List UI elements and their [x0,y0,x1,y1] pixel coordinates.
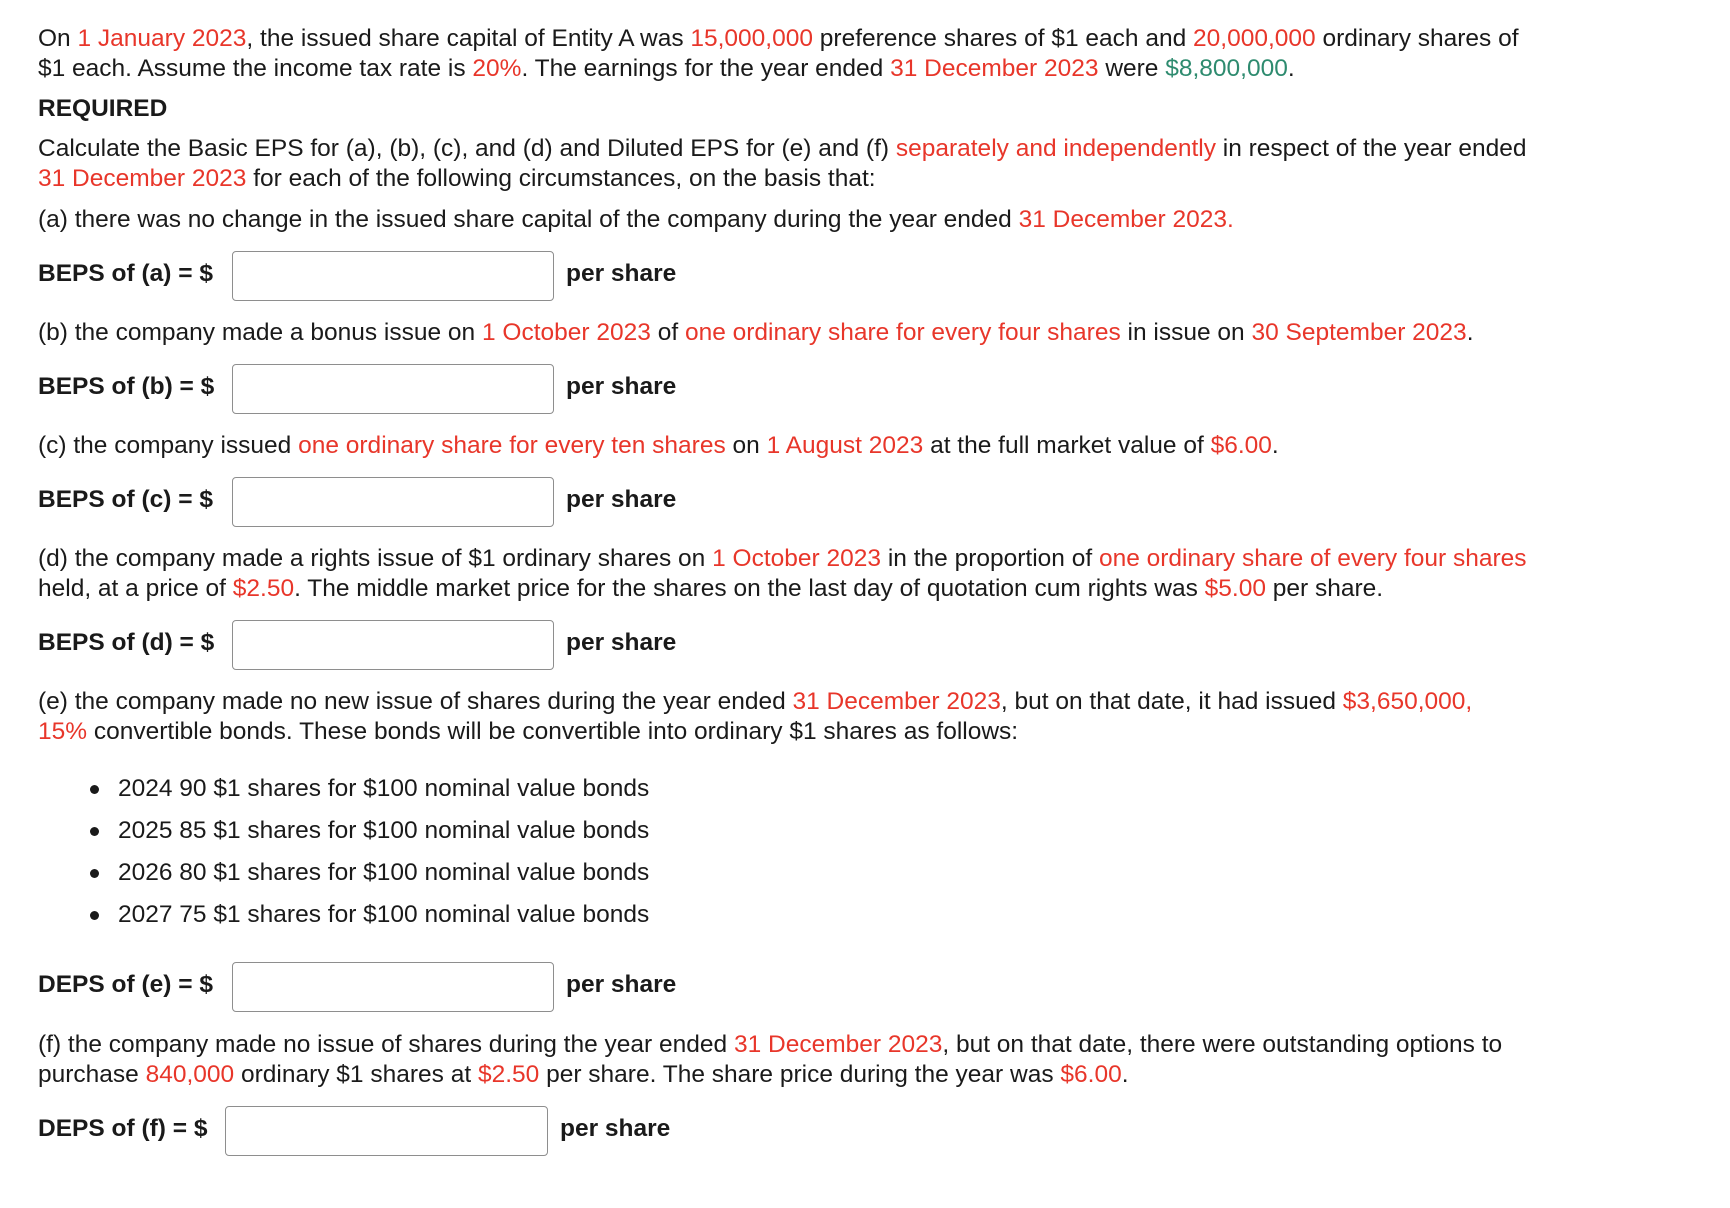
deps-e-input[interactable] [232,962,554,1012]
part-c-ratio: one ordinary share for every ten shares [298,432,726,459]
part-c-description: at the full market value of [923,432,1211,459]
beps-a-label: BEPS of (a) = $ [38,260,213,287]
conversion-term: 2027 75 $1 shares for $100 nominal value bonds [118,901,650,928]
deps-e-unit: per share [566,971,677,998]
beps-c-label: BEPS of (c) = $ [38,486,213,513]
part-c-description: on [725,432,767,459]
deps-f-label: DEPS of (f) = $ [38,1115,208,1142]
required-heading: REQUIRED [38,95,168,122]
part-c-price: $6.00 [1210,432,1272,459]
part-f-description: (f) the company made no issue of shares during the year ended [38,1031,734,1058]
part-a-date: 31 December 2023. [1018,206,1234,233]
beps-c-input[interactable] [232,477,554,527]
part-e-line-1 [38,687,1472,717]
part-f-description: per share. The share price during the year was [539,1061,1061,1088]
intro-line-1 [38,24,1519,54]
part-e-description: , but on that date, it had issued [1000,688,1343,715]
part-d-description: (d) the company made a rights issue of $1 ordinary shares on [38,545,713,572]
intro-text: preference shares of $1 each and [813,25,1194,52]
part-c-text [38,431,1279,461]
earnings-amount: $8,800,000 [1165,55,1288,82]
intro-line-2 [38,54,1295,84]
beps-b-label: BEPS of (b) = $ [38,373,215,400]
part-d-line-2 [38,574,1383,604]
required-text: Calculate the Basic EPS for (a), (b), (c), and (d) and Diluted EPS for (e) and (f) [38,135,896,162]
part-f-description: ordinary $1 shares at [234,1061,478,1088]
beps-a-input[interactable] [232,251,554,301]
part-f-date: 31 December 2023 [733,1031,943,1058]
part-f-description: . [1121,1061,1129,1088]
list-item [86,774,649,816]
required-line-2 [38,164,876,194]
beps-d-unit: per share [566,629,677,656]
part-d-description: held, at a price of [38,575,233,602]
bullet-icon [90,827,99,836]
part-d-date: 1 October 2023 [712,545,882,572]
conversion-term: 2025 85 $1 shares for $100 nominal value bonds [118,817,650,844]
part-e-line-2 [38,717,1018,747]
list-item [86,858,649,900]
part-e-description: convertible bonds. These bonds will be convertible into ordinary $1 shares as follows: [87,718,1019,745]
conversion-term: 2024 90 $1 shares for $100 nominal value bonds [118,775,650,802]
beps-a-unit: per share [566,260,677,287]
start-date: 1 January 2023 [77,25,247,52]
part-f-options-count: 840,000 [145,1061,235,1088]
part-d-description: per share. [1265,575,1384,602]
part-c-description: (c) the company issued [38,432,299,459]
list-item [86,816,649,858]
required-text: in respect of the year ended [1215,135,1527,162]
part-c-date: 1 August 2023 [766,432,924,459]
ordinary-shares-count: 20,000,000 [1193,25,1316,52]
part-e-date: 31 December 2023 [792,688,1001,715]
deps-f-unit: per share [560,1115,671,1142]
required-emphasis: separately and independently [895,135,1216,162]
list-item [86,900,649,942]
intro-text: $1 each. Assume the income tax rate is [38,55,473,82]
part-b-description: in issue on [1120,319,1252,346]
part-f-line-1 [38,1030,1502,1060]
part-d-cum-price: $5.00 [1204,575,1266,602]
conversion-term: 2026 80 $1 shares for $100 nominal value bonds [118,859,650,886]
part-b-text [38,318,1474,348]
required-text: for each of the following circumstances, on the basis that: [246,165,876,192]
deps-f-input[interactable] [225,1106,548,1156]
part-e-description: (e) the company made no new issue of shares during the year ended [38,688,793,715]
part-b-issue-date: 1 October 2023 [481,319,651,346]
beps-d-label: BEPS of (d) = $ [38,629,215,656]
part-d-price: $2.50 [232,575,295,602]
deps-e-label: DEPS of (e) = $ [38,971,213,998]
part-f-line-2 [38,1060,1129,1090]
beps-b-input[interactable] [232,364,554,414]
bullet-icon [90,869,99,878]
part-e-bond-rate: 15% [38,718,88,745]
bullet-icon [90,911,99,920]
beps-b-unit: per share [566,373,677,400]
part-c-description: . [1271,432,1279,459]
part-b-ratio: one ordinary share for every four shares [684,319,1121,346]
conversion-terms-list [86,774,649,942]
part-d-description: . The middle market price for the shares on the last day of quotation cum rights was [294,575,1205,602]
part-a-description: (a) there was no change in the issued share capital of the company during the year ended [38,206,1019,233]
part-f-description: , but on that date, there were outstanding options to [942,1031,1503,1058]
part-d-line-1 [38,544,1527,574]
part-b-description: (b) the company made a bonus issue on [38,319,482,346]
intro-text: . The earnings for the year ended [521,55,891,82]
year-end-date: 31 December 2023 [890,55,1099,82]
tax-rate: 20% [472,55,522,82]
beps-c-unit: per share [566,486,677,513]
intro-text: On [38,25,78,52]
preference-shares-count: 15,000,000 [690,25,813,52]
part-b-description: . [1466,319,1474,346]
intro-text: ordinary shares of [1315,25,1519,52]
beps-d-input[interactable] [232,620,554,670]
part-a-text [38,205,1234,235]
part-d-description: in the proportion of [881,545,1099,572]
intro-text: were [1098,55,1166,82]
part-e-bond-amount: $3,650,000, [1342,688,1473,715]
part-b-description: of [650,319,685,346]
part-b-record-date: 30 September 2023 [1251,319,1467,346]
required-line-1 [38,134,1527,164]
required-date: 31 December 2023 [38,165,247,192]
part-f-description: purchase [38,1061,146,1088]
intro-text: , the issued share capital of Entity A was [246,25,691,52]
part-f-share-price: $6.00 [1060,1061,1122,1088]
part-f-exercise-price: $2.50 [477,1061,540,1088]
intro-text: . [1287,55,1295,82]
bullet-icon [90,785,99,794]
part-d-ratio: one ordinary share of every four shares [1098,545,1527,572]
